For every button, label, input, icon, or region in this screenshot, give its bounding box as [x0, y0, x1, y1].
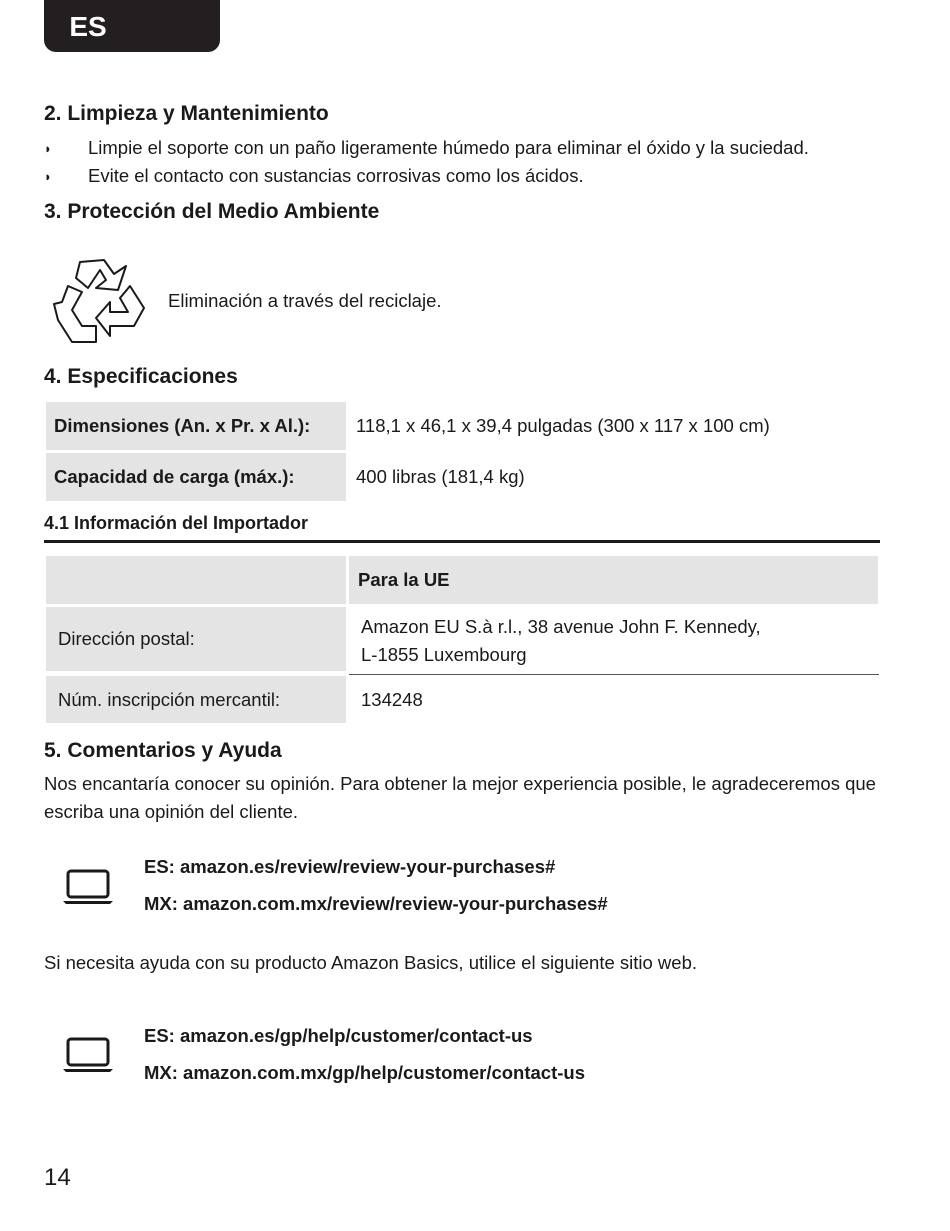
bullet-item	[44, 165, 584, 187]
spec-label-capacity: Capacidad de carga (máx.):	[46, 453, 346, 501]
importer-label-registration: Núm. inscripción mercantil:	[46, 676, 346, 723]
section-title-cleaning: 2. Limpieza y Mantenimiento	[44, 102, 329, 125]
help-link-es[interactable]: ES: amazon.es/gp/help/customer/contact-us	[144, 1025, 533, 1046]
importer-value-address	[361, 613, 761, 669]
section-divider	[44, 540, 880, 543]
page-number: 14	[44, 1164, 71, 1191]
bullet-arrow-icon: ◗	[44, 140, 52, 156]
importer-header-eu: Para la UE	[349, 556, 878, 604]
help-text: Si necesita ayuda con su producto Amazon Basics, utilice el siguiente sitio web.	[44, 952, 698, 973]
address-line-2: L-1855 Luxembourg	[361, 644, 527, 665]
help-link-mx[interactable]: MX: amazon.com.mx/gp/help/customer/contact-us	[144, 1062, 585, 1083]
importer-header-empty	[46, 556, 346, 604]
section-title-feedback: 5. Comentarios y Ayuda	[44, 739, 282, 762]
laptop-icon	[62, 868, 114, 906]
bullet-item	[44, 137, 809, 159]
language-tab	[44, 0, 220, 52]
address-line-1: Amazon EU S.à r.l., 38 avenue John F. Kennedy,	[361, 616, 761, 637]
bullet-text: Limpie el soporte con un paño ligeramente húmedo para eliminar el óxido y la suciedad.	[88, 137, 809, 158]
spec-label-dimensions: Dimensiones (An. x Pr. x Al.):	[46, 402, 346, 450]
bullet-arrow-icon: ◗	[44, 168, 52, 184]
section-title-importer: 4.1 Información del Importador	[44, 513, 309, 533]
language-tab-label: ES	[69, 11, 107, 42]
importer-value-registration: 134248	[361, 688, 423, 710]
feedback-intro-line1: Nos encantaría conocer su opinión. Para obtener la mejor experiencia posible, le agradeceremos que	[44, 773, 876, 794]
section-title-specs: 4. Especificaciones	[44, 365, 238, 388]
spec-value-capacity: 400 libras (181,4 kg)	[356, 466, 525, 487]
review-link-es[interactable]: ES: amazon.es/review/review-your-purchases#	[144, 856, 556, 877]
review-link-mx[interactable]: MX: amazon.com.mx/review/review-your-purchases#	[144, 893, 608, 914]
importer-label-address: Dirección postal:	[46, 607, 346, 671]
recycle-text: Eliminación a través del reciclaje.	[168, 290, 442, 311]
feedback-intro-line2: escriba una opinión del cliente.	[44, 801, 299, 822]
table-row-divider	[349, 674, 879, 675]
laptop-icon	[62, 1036, 114, 1074]
bullet-text: Evite el contacto con sustancias corrosivas como los ácidos.	[88, 165, 584, 186]
recycle-icon	[52, 256, 146, 346]
spec-value-dimensions: 118,1 x 46,1 x 39,4 pulgadas (300 x 117 x 100 cm)	[356, 415, 770, 436]
section-title-environment: 3. Protección del Medio Ambiente	[44, 200, 380, 223]
